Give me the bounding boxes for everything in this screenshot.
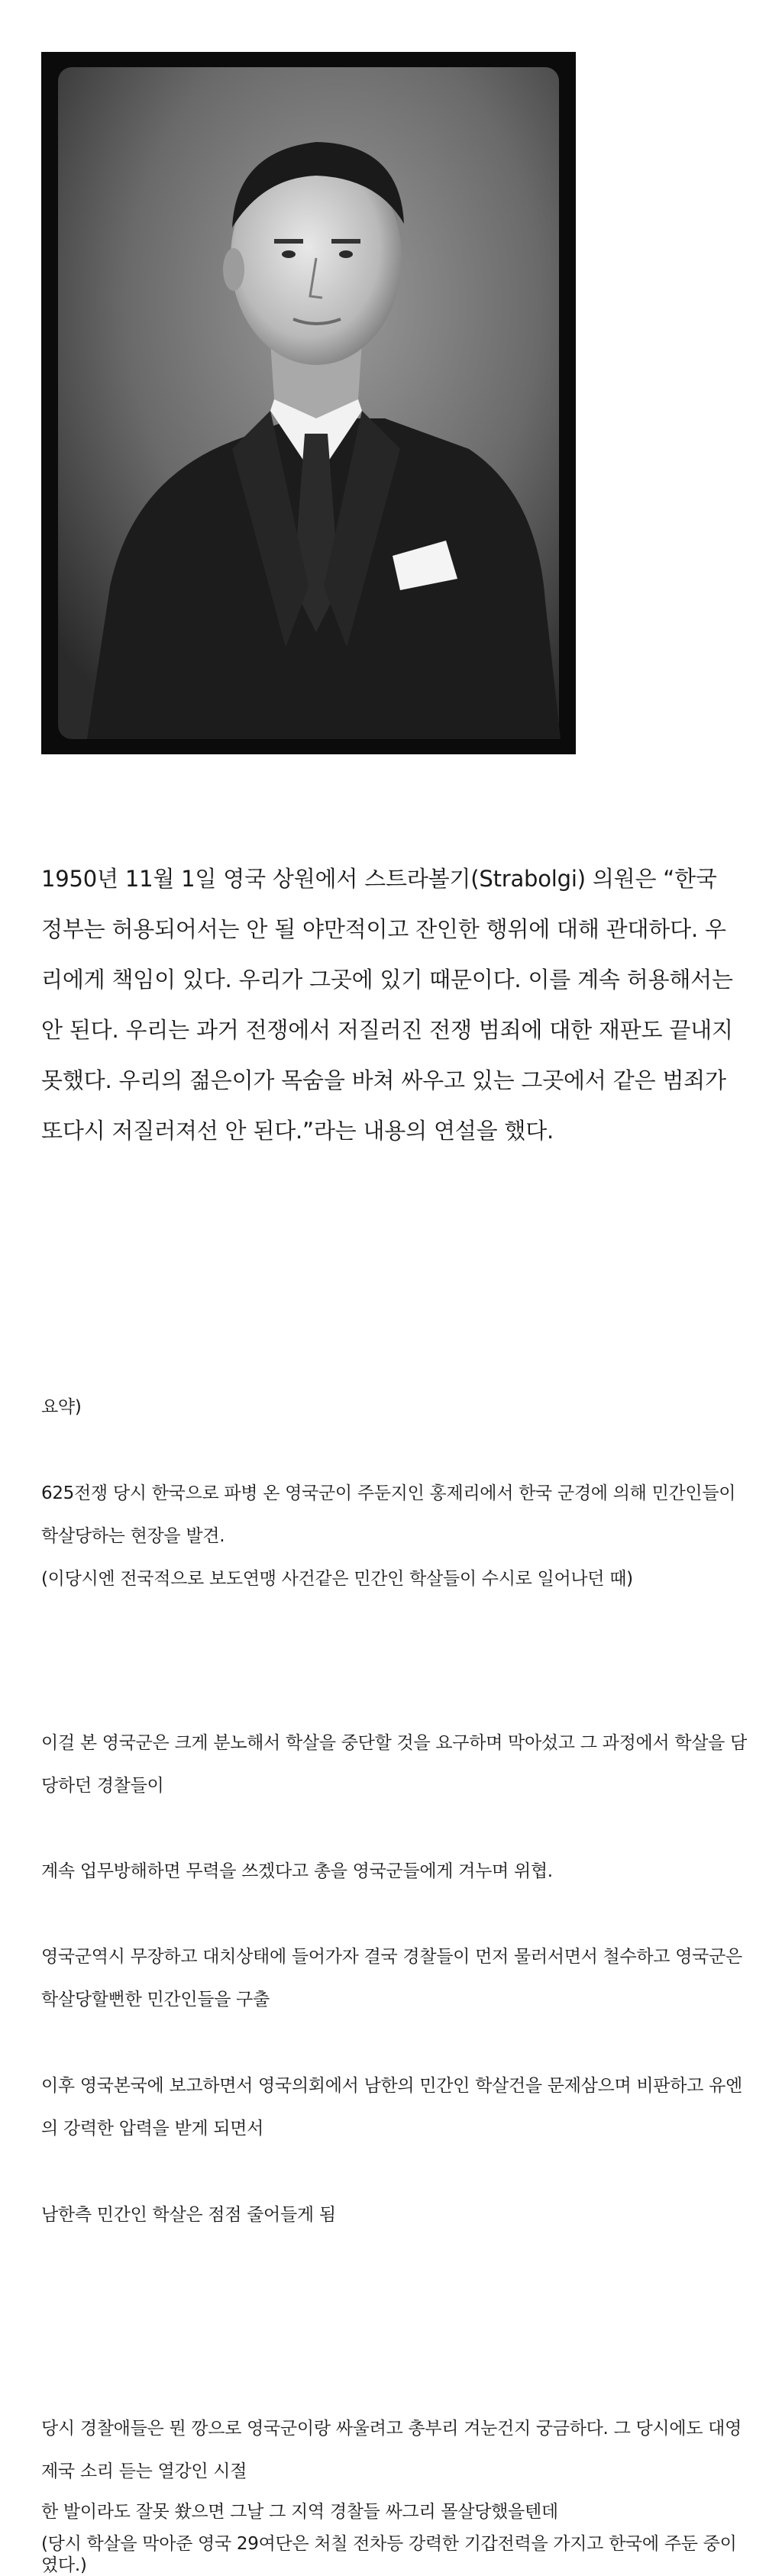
intro-paragraph: 1950년 11월 1일 영국 상원에서 스트라볼기(Strabolgi) 의원은 “한국 정부는 허용되어서는 안 될 야만적이고 잔인한 행위에 대해 관대하다. 우리에게 책임이 있다. 우리가 그곳에 있기 때문이다. 이를 계속 허용해서는 안 된다. 우리는 과거 전쟁에서 저질러진 전쟁 범죄에 대한 재판도 끝내지 못했다. 우리의 젊은이가 목숨을 바쳐 싸우고 있는 그곳에서 같은 범죄가 또다시 저질러져선 안 된다.”라는 내용의 연설을 했다. xyxy=(41,866,733,1144)
paragraph-7: 남한측 민간인 학살은 점점 줄어들게 됨 xyxy=(41,2205,336,2225)
summary-heading: 요약) xyxy=(41,1397,82,1417)
paragraph-3: 이걸 본 영국군은 크게 분노해서 학살을 중단할 것을 요구하며 막아섰고 그 과정에서 학살을 담당하던 경찰들이 xyxy=(41,1733,748,1796)
paragraph-6: 이후 영국본국에 보고하면서 영국의회에서 남한의 민간인 학살건을 문제삼으며 비판하고 유엔의 강력한 압력을 받게 되면서 xyxy=(41,2076,742,2139)
portrait-photo xyxy=(41,52,576,754)
paragraph-4: 계속 업무방해하면 무력을 쓰겠다고 총을 영국군들에게 겨누며 위협. xyxy=(41,1861,553,1881)
paragraph-10: (당시 학살을 막아준 영국 29여단은 처칠 전차등 강력한 기갑전력을 가지고 한국에 주둔 중이였다.) xyxy=(41,2534,737,2575)
paragraph-9: 한 발이라도 잘못 쐈으면 그날 그 지역 경찰들 싸그리 몰살당했을텐데 xyxy=(41,2502,558,2522)
paragraph-2: (이당시엔 전국적으로 보도연맹 사건같은 민간인 학살들이 수시로 일어나던 때) xyxy=(41,1569,633,1589)
paragraph-1: 625전쟁 당시 한국으로 파병 온 영국군이 주둔지인 홍제리에서 한국 군경에 의해 민간인들이 학살당하는 현장을 발견. xyxy=(41,1483,736,1546)
paragraph-8: 당시 경찰애들은 뭔 깡으로 영국군이랑 싸울려고 총부리 겨눈건지 궁금하다. 그 당시에도 대영제국 소리 듣는 열강인 시절 xyxy=(41,2419,742,2481)
paragraph-5: 영국군역시 무장하고 대치상태에 들어가자 결국 경찰들이 먼저 물러서면서 철수하고 영국군은 학살당할뻔한 민간인들을 구출 xyxy=(41,1947,742,2009)
